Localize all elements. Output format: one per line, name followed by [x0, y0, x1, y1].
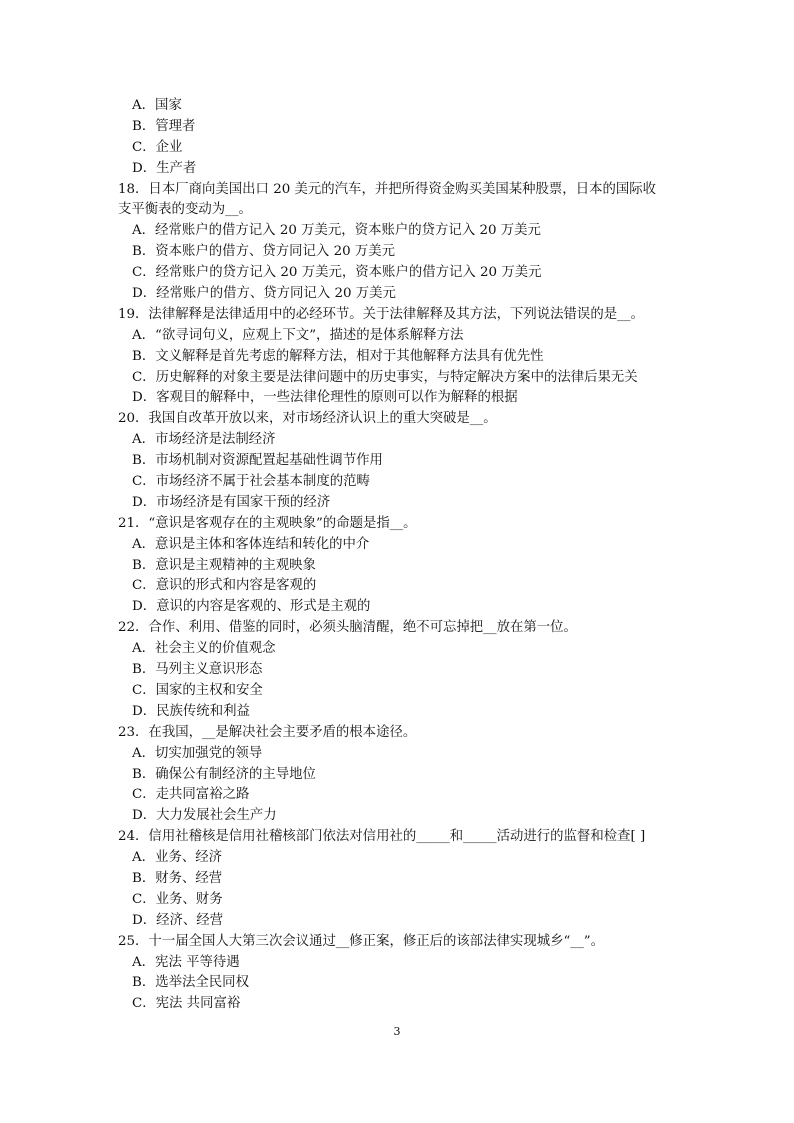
answer-option: B．确保公有制经济的主导地位: [132, 766, 316, 782]
answer-option: B．市场机制对资源配置起基础性调节作用: [132, 453, 383, 469]
answer-option: C．市场经济不属于社会基本制度的范畴: [132, 474, 370, 490]
answer-option: A．国家: [132, 98, 182, 113]
answer-option: B．意识是主观精神的主观映象: [132, 557, 316, 573]
question-text: 18．日本厂商向美国出口 20 美元的汽车，并把所得资金购买美国某种股票，日本的国际收: [118, 181, 657, 197]
answer-option: B．资本账户的借方、贷方同记入 20 万美元: [132, 244, 396, 260]
answer-option: C．走共同富裕之路: [132, 787, 250, 803]
answer-option: D．意识的内容是客观的、形式是主观的: [132, 599, 371, 615]
answer-option: C．历史解释的对象主要是法律问题中的历史事实，与特定解决方案中的法律后果无关: [132, 369, 638, 385]
question-text: 24．信用社稽核是信用社稽核部门依法对信用社的_____和_____活动进行的监督和检查[ ]: [118, 829, 646, 845]
answer-option: D．民族传统和利益: [132, 703, 250, 719]
question-text: 22．合作、利用、借鉴的同时，必须头脑清醒，绝不可忘掉把__放在第一位。: [118, 620, 577, 636]
answer-option: C．业务、财务: [132, 891, 223, 907]
answer-option: C．宪法 共同富裕: [132, 996, 241, 1012]
answer-option: C．国家的主权和安全: [132, 682, 263, 698]
answer-option: D．客观目的解释中，一些法律伦理性的原则可以作为解释的根据: [132, 390, 518, 406]
question-list: [118, 96, 688, 1015]
answer-option: D．生产者: [132, 160, 197, 176]
answer-option: A．市场经济是法制经济: [132, 432, 276, 448]
answer-option: B．文义解释是首先考虑的解释方法，相对于其他解释方法具有优先性: [132, 348, 544, 364]
answer-option: C．意识的形式和内容是客观的: [132, 578, 317, 594]
question-text: 25．十一届全国人大第三次会议通过__修正案，修正后的该部法律实现城乡“__”。: [118, 933, 605, 949]
answer-option: A．意识是主体和客体连结和转化的中介: [132, 536, 370, 552]
answer-option: A．业务、经济: [132, 850, 223, 866]
answer-option: B．马列主义意识形态: [132, 662, 263, 678]
answer-option: C．企业: [132, 139, 183, 155]
answer-option: D．经常账户的借方、贷方同记入 20 万美元: [132, 286, 396, 302]
answer-option: B．管理者: [132, 118, 196, 134]
answer-option: A．经常账户的借方记入 20 万美元，资本账户的贷方记入 20 万美元: [132, 223, 541, 239]
answer-option: D．市场经济是有国家干预的经济: [132, 494, 331, 510]
answer-option: D．大力发展社会生产力: [132, 808, 277, 824]
question-text: 23．在我国，__是解决社会主要矛盾的根本途径。: [118, 724, 417, 740]
answer-option: D．经济、经营: [132, 912, 224, 928]
page-number: 3: [393, 1025, 401, 1038]
answer-option: A．切实加强党的领导: [132, 745, 263, 761]
question-text: 支平衡表的变动为__。: [118, 202, 252, 218]
answer-option: A．“欲寻词句义，应观上下文”，描述的是体系解释方法: [132, 327, 464, 343]
question-text: 21．“意识是客观存在的主观映象”的命题是指__。: [118, 515, 417, 531]
question-text: 19．法律解释是法律适用中的必经环节。关于法律解释及其方法，下列说法错误的是__。: [118, 306, 644, 322]
answer-option: A．宪法 平等待遇: [132, 954, 240, 970]
answer-option: C．经常账户的贷方记入 20 万美元，资本账户的借方记入 20 万美元: [132, 265, 542, 281]
question-text: 20．我国自改革开放以来，对市场经济认识上的重大突破是__。: [118, 411, 497, 427]
answer-option: A．社会主义的价值观念: [132, 641, 276, 657]
answer-option: B．财务、经营: [132, 870, 223, 886]
answer-option: B．选举法全民同权: [132, 975, 249, 991]
